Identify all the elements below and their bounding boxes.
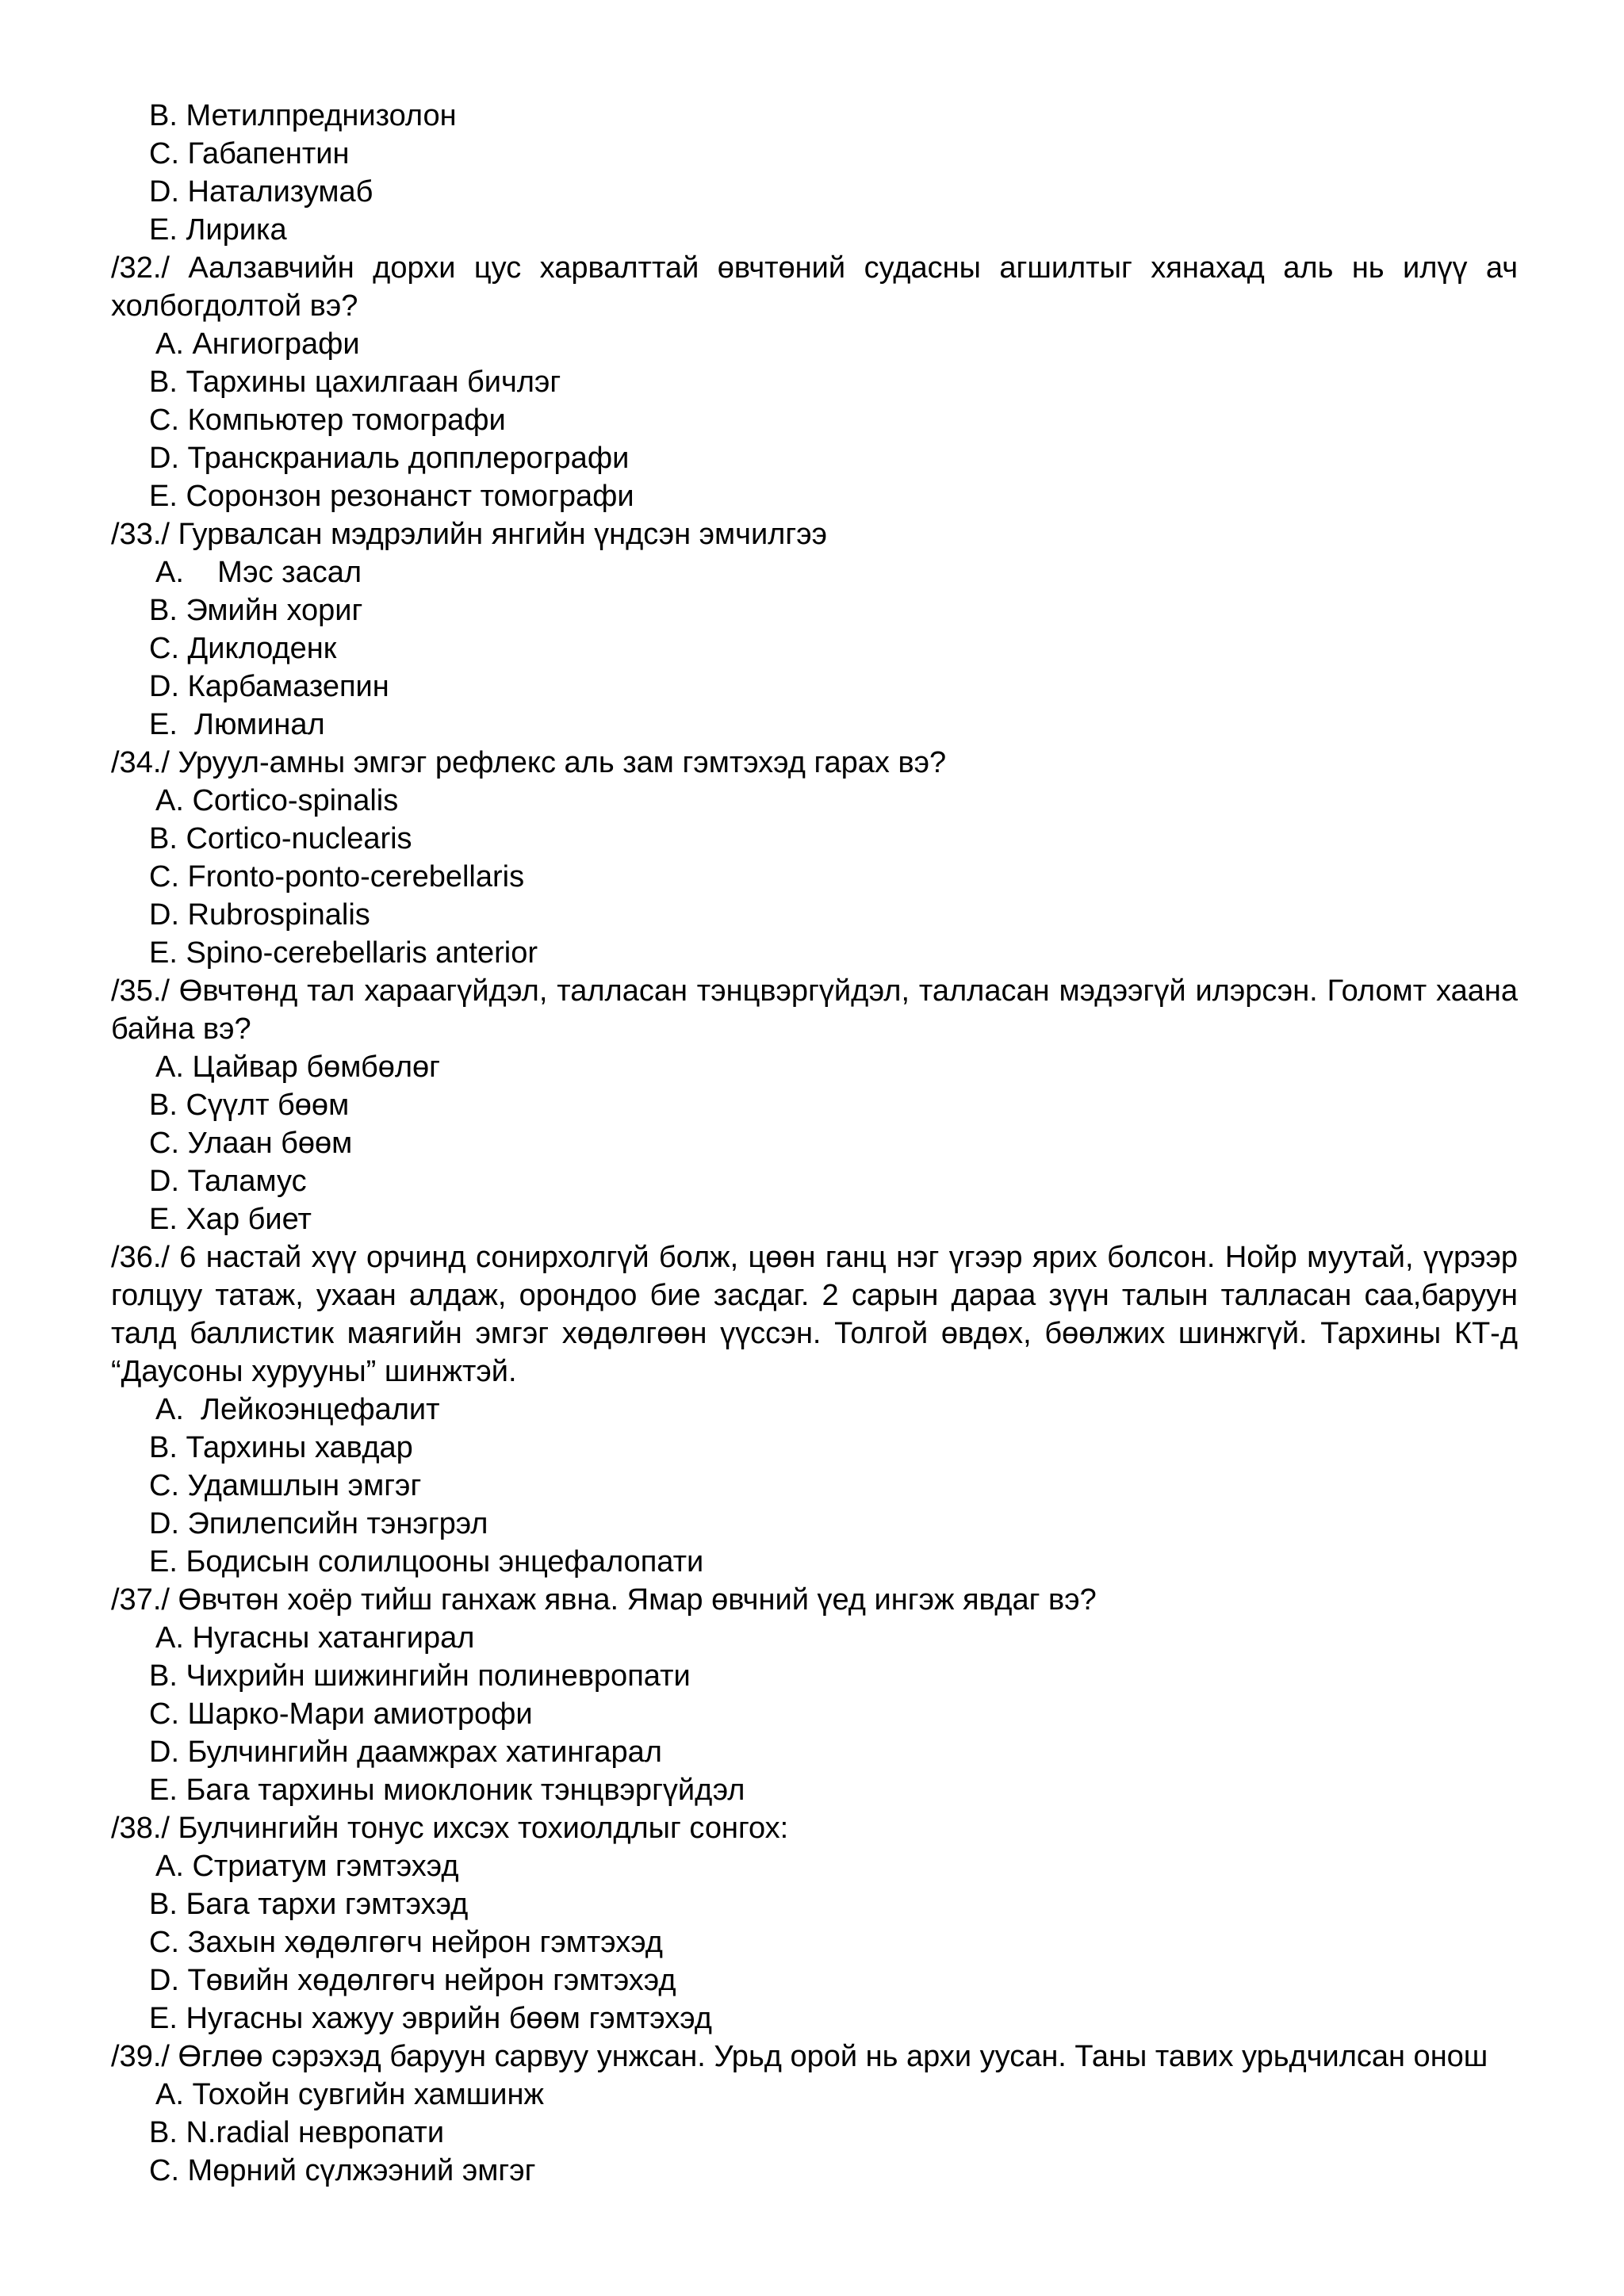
- question-39: [111, 2038, 1518, 2190]
- option: C. Улаан бөөм: [149, 1127, 353, 1160]
- option: B. Тархины хавдар: [149, 1431, 413, 1464]
- question-text: /36./ 6 настай хүү орчинд сонирхолгүй болж, цөөн ганц нэг үгээр ярих болсон. Нойр муутай, үүрээр голцуу татаж, ухаан алдаж, орондоо бие засдаг. 2 сарын дараа зүүн талын талласан саа,баруун талд баллистик маягийн эмгэг хөдөлгөөн үүссэн. Толгой өвдөх, бөөлжих шинжгүй. Тархины КТ-д “Даусоны хурууны” шинжтэй.: [111, 1241, 1518, 1388]
- option: D. Таламус: [149, 1165, 307, 1198]
- question-36: [111, 1238, 1518, 1581]
- question-35: [111, 972, 1518, 1238]
- option: E. Люминал: [149, 708, 325, 741]
- option: B. Сүүлт бөөм: [149, 1089, 350, 1122]
- question-32: [111, 249, 1518, 515]
- option: E. Лирика: [149, 213, 287, 247]
- question-text: /35./ Өвчтөнд тал хараагүйдэл, талласан тэнцвэргүйдэл, талласан мэдээгүй илэрсэн. Голомт хаана байна вэ?: [111, 974, 1518, 1046]
- question-33: [111, 515, 1518, 744]
- option: D. Төвийн хөдөлгөгч нейрон гэмтэхэд: [149, 1964, 676, 1997]
- option: E. Соронзон резонанст томографи: [149, 480, 634, 513]
- option: D. Эпилепсийн тэнэгрэл: [149, 1507, 488, 1540]
- option: D. Булчингийн даамжрах хатингарал: [149, 1735, 662, 1769]
- option: A. Цайвар бөмбөлөг: [155, 1050, 441, 1084]
- option: C. Удамшлын эмгэг: [149, 1469, 422, 1502]
- exam-page: [111, 97, 1518, 2190]
- option: C. Диклоденк: [149, 632, 337, 665]
- option: A. Тохойн сувгийн хамшинж: [155, 2078, 544, 2111]
- option: B. Чихрийн шижингийн полиневропати: [149, 1659, 691, 1693]
- option: E. Хар биет: [149, 1203, 312, 1236]
- option: D. Натализумаб: [149, 175, 373, 209]
- option: B. Бага тархи гэмтэхэд: [149, 1888, 469, 1921]
- option: C. Fronto-ponto-cerebellaris: [149, 860, 525, 894]
- option: A. Мэс засал: [155, 556, 362, 589]
- option: B. Метилпреднизолон: [149, 99, 457, 132]
- option: E. Бодисын солилцооны энцефалопати: [149, 1545, 704, 1578]
- option: E. Нугасны хажуу эврийн бөөм гэмтэхэд: [149, 2002, 712, 2035]
- question-text: /33./ Гурвалсан мэдрэлийн янгийн үндсэн эмчилгээ: [111, 518, 827, 551]
- option: E. Spino-cerebellaris anterior: [149, 936, 538, 970]
- option: B. Тархины цахилгаан бичлэг: [149, 365, 561, 399]
- option: A. Нугасны хатангирал: [155, 1621, 475, 1655]
- question-38: [111, 1809, 1518, 2038]
- option: B. N.radial невропати: [149, 2116, 445, 2149]
- option: E. Бага тархины миоклоник тэнцвэргүйдэл: [149, 1774, 745, 1807]
- question-34: [111, 744, 1518, 972]
- option: C. Компьютер томографи: [149, 404, 506, 437]
- question-text: /34./ Уруул-амны эмгэг рефлекс аль зам гэмтэхэд гарах вэ?: [111, 746, 947, 779]
- option: A. Ангиографи: [155, 327, 360, 361]
- option: A. Лейкоэнцефалит: [155, 1393, 440, 1426]
- option: C. Габапентин: [149, 137, 350, 170]
- question-text: /39./ Өглөө сэрэхэд баруун сарвуу унжсан. Урьд орой нь архи уусан. Таны тавих урьдчилсан онош: [111, 2040, 1488, 2073]
- option: D. Транскраниаль допплерографи: [149, 442, 630, 475]
- option: A. Cortico-spinalis: [155, 784, 399, 817]
- option: C. Шарко-Мари амиотрофи: [149, 1697, 533, 1731]
- option: B. Эмийн хориг: [149, 594, 363, 627]
- option: B. Cortico-nuclearis: [149, 822, 412, 855]
- pre-options: [111, 97, 1518, 249]
- option: D. Rubrospinalis: [149, 898, 370, 932]
- question-text: /32./ Аалзавчийн дорхи цус харвалттай өвчтөний судасны агшилтыг хянахад аль нь илүү ач холбогдолтой вэ?: [111, 251, 1518, 323]
- question-37: [111, 1581, 1518, 1809]
- question-text: /38./ Булчингийн тонус ихсэх тохиолдлыг сонгох:: [111, 1812, 789, 1845]
- option: A. Стриатум гэмтэхэд: [155, 1850, 459, 1883]
- option: C. Мөрний сүлжээний эмгэг: [149, 2154, 536, 2187]
- question-text: /37./ Өвчтөн хоёр тийш ганхаж явна. Ямар өвчний үед ингэж явдаг вэ?: [111, 1583, 1097, 1617]
- option: D. Карбамазепин: [149, 670, 389, 703]
- option: C. Захын хөдөлгөгч нейрон гэмтэхэд: [149, 1926, 663, 1959]
